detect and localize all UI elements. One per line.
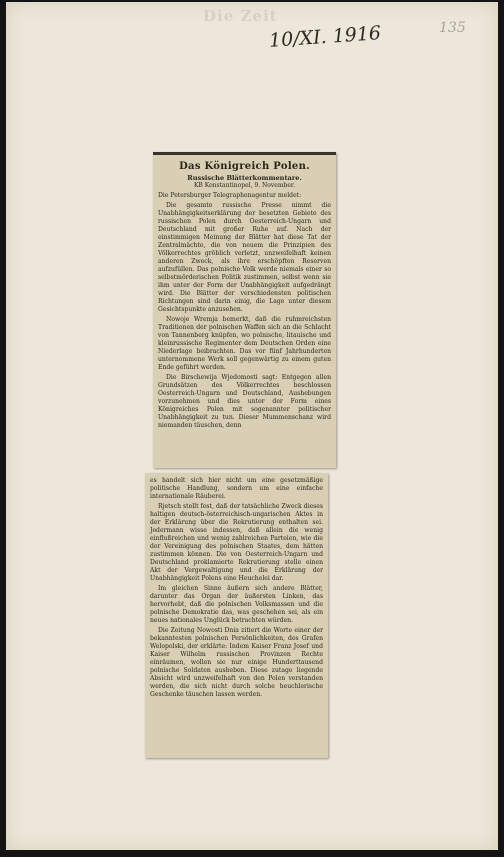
handwritten-date: 10/XI. 1916	[268, 22, 382, 52]
article-paragraph: Die gesamte russische Presse nimmt die Unabhängigkeitserklärung der besetzten Gebiete des russischen Polen durch Oesterreich-Ungarn und Deutschland mit großer Ruhe auf. Nach der einstimmigen Meinung der Blätter hat diese Tat der Zentralmächte, die von neuem die Prinzipien des Völkerrechtes gröblich verletzt, unzweifelhaft keinen anderen Zweck, als ihre erschöpften Reserven aufzufüllen. Das polnische Volk werde niemals einer so selbstmörderischen Politik zustimmen, selbst wenn sie ihm unter der Form der Unabhängigkeit aufgedrängt wird. Die Blätter der verschiedensten politischen Richtungen sind darin einig, die Lage unter diesem Gesichtspunkte anzusehen.	[158, 202, 331, 313]
article-dateline: KB Konstantinopel, 9. November.	[193, 182, 296, 189]
clipping-part-1	[153, 152, 336, 468]
article-paragraph: Im gleichen Sinne äußern sich andere Blätter, darunter das Organ der äußersten Linken, das hervorhebt, daß die polnischen Volksmassen und die polnische Demokratie das, was geschehen sei, als ein neues nationales Unglück betrachten würden.	[150, 585, 323, 624]
clipping-part-2	[145, 473, 328, 758]
article-paragraph: Rjetsch stellt fest, daß der tatsächliche Zweck dieses haltigen deutsch-österreichisch-ungarischen Aktes in der Erklärung über die Rekrutierung enthalten sei. Jedermann wisse indessen, daß allein die wenig einflußreichen und wenig zahlreichen Parteien, wie die der Vereinigung des polnischen Staates, dem hätten zustimmen können. Die von Oesterreich-Ungarn und Deutschland proklamierte Rekrutierung stelle einen Akt der Vergewaltigung und die Erklärung der Unabhängigkeit Polens eine Heuchelei dar.	[150, 503, 323, 582]
article-paragraph: Nowoje Wremja bemerkt, daß die ruhmreichsten Traditionen der polnischen Waffen sich an die Schlacht von Tannenberg knüpfen, wo polnische, litauische und kleinrussische Regimenter dem Deutschen Orden eine Niederlage beibrachten. Das vor fünf Jahrhunderten unternommene Werk soll gegenwärtig zu einem guten Ende geführt werden.	[158, 316, 331, 371]
article-paragraph: Die Birschewija Wjedomosti sagt: Entgegen allen Grundsätzen des Völkerrechtes beschlossen Oesterreich-Ungarn und Deutschland, Aushebungen vorzunehmen und dies unter der Form eines Königreiches Polen mit sogenannter politischer Unabhängigkeit zu tun. Dieser Mummenschanz wird niemanden täuschen, denn	[158, 374, 331, 429]
article-subheadline: Russische Blätterkommentare.	[187, 174, 302, 182]
article-paragraph: Die Zeitung Nowosti Dnia zitiert die Worte einer der bekanntesten polnischen Persönlichkeiten, des Grafen Welopolski, der erklärte: Indem Kaiser Franz Josef und Kaiser Wilhelm russischen Provinzen Rechte einräumen, wollen sie nur einige Hunderttausend polnische Soldaten ausheben. Diese zutage liegende Absicht wird unzweifelhaft von den Polen verstanden werden, die sich nicht durch solche heuchlerische Geschenke täuschen lassen werden.	[150, 627, 323, 698]
article-paragraph: es handelt sich hier nicht um eine gesetzmäßige politische Handlung, sondern um eine einfache internationale Räuberei.	[150, 477, 323, 500]
newspaper-stamp: Die Zeit	[203, 7, 278, 25]
page-number: 135	[439, 20, 466, 36]
article-headline: Das Königreich Polen.	[179, 161, 310, 172]
article-paragraph: Die Petersburger Telegraphenagentur meldet:	[158, 192, 302, 199]
